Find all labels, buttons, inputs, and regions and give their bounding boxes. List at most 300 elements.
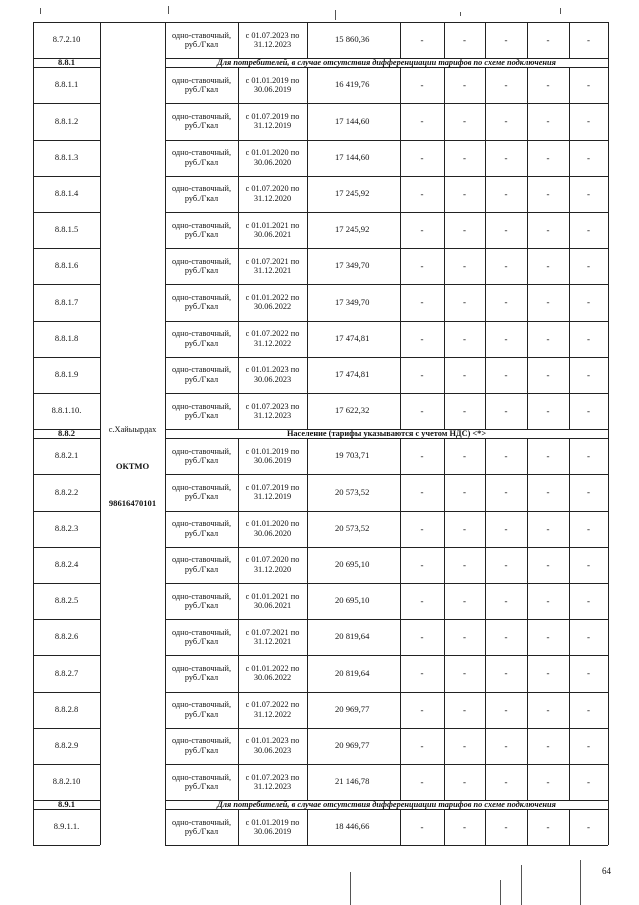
column-border xyxy=(307,655,308,691)
column-border xyxy=(569,103,570,139)
row-number: 8.7.2.10 xyxy=(52,34,81,45)
column-border xyxy=(608,22,609,58)
period-cell: с 01.07.2019 по 31.12.2019 xyxy=(245,482,300,502)
column-border xyxy=(307,103,308,139)
column-border xyxy=(527,22,528,58)
column-border xyxy=(569,764,570,800)
column-border xyxy=(307,212,308,248)
empty-value-dash: - xyxy=(504,405,508,416)
column-border xyxy=(608,176,609,212)
column-border xyxy=(307,140,308,176)
tariff-value: 16 419,76 xyxy=(335,79,370,90)
column-border xyxy=(608,728,609,764)
empty-value-dash: - xyxy=(587,333,590,344)
empty-value-dash: - xyxy=(463,188,466,199)
column-border xyxy=(33,764,34,800)
column-border xyxy=(238,393,239,429)
empty-value-dash: - xyxy=(546,405,550,416)
column-border xyxy=(485,511,486,547)
column-border xyxy=(400,474,401,510)
empty-value-dash: - xyxy=(463,152,466,163)
period-cell: с 01.01.2020 по 30.06.2020 xyxy=(245,148,300,167)
column-border xyxy=(33,67,34,103)
column-border xyxy=(485,764,486,800)
empty-value-dash: - xyxy=(546,80,550,91)
column-border xyxy=(444,511,445,547)
column-border xyxy=(238,321,239,357)
column-border xyxy=(400,728,401,764)
column-border xyxy=(444,809,445,845)
column-border xyxy=(238,357,239,393)
column-border xyxy=(444,67,445,103)
column-border xyxy=(485,583,486,619)
row-number: 8.8.2.1 xyxy=(54,450,79,461)
column-border xyxy=(444,728,445,764)
empty-value-dash: - xyxy=(420,80,424,91)
column-border xyxy=(165,58,166,67)
page-number: 64 xyxy=(602,866,611,876)
oktmo-code: 98616470101 xyxy=(108,498,157,509)
column-border xyxy=(485,393,486,429)
scan-mark xyxy=(350,872,351,905)
section-header: Для потребителей, в случае отсутствия дифференциации тарифов по схеме подключения xyxy=(217,57,556,67)
tariff-value: 20 573,52 xyxy=(335,486,370,497)
row-number: 8.8.2.3 xyxy=(54,522,79,533)
column-border xyxy=(307,321,308,357)
empty-value-dash: - xyxy=(420,333,424,344)
column-border xyxy=(307,248,308,284)
period-cell: с 01.01.2022 по 30.06.2022 xyxy=(245,292,300,312)
empty-value-dash: - xyxy=(420,405,424,416)
empty-value-dash: - xyxy=(420,776,424,787)
column-border xyxy=(100,655,101,691)
column-border xyxy=(307,176,308,212)
column-border xyxy=(485,474,486,510)
empty-value-dash: - xyxy=(546,740,550,751)
period-cell: с 01.07.2023 по 31.12.2023 xyxy=(245,30,300,50)
column-border xyxy=(33,474,34,510)
column-border xyxy=(608,474,609,510)
unit-cell: одно-ставочный, руб./Гкал xyxy=(171,256,232,276)
empty-value-dash: - xyxy=(546,668,550,679)
section-header: Население (тарифы указываются с учетом НДС) <*> xyxy=(286,428,487,438)
period-cell: с 01.01.2019 по 30.06.2019 xyxy=(245,75,300,95)
empty-value-dash: - xyxy=(420,261,424,272)
column-border xyxy=(400,67,401,103)
column-border xyxy=(527,474,528,510)
column-border xyxy=(569,212,570,248)
column-border xyxy=(165,284,166,320)
unit-cell: одно-ставочный, руб./Гкал xyxy=(171,700,232,719)
empty-value-dash: - xyxy=(463,822,466,833)
column-border xyxy=(238,248,239,284)
column-border xyxy=(165,511,166,547)
column-border xyxy=(307,67,308,103)
empty-value-dash: - xyxy=(587,559,590,570)
empty-value-dash: - xyxy=(504,523,508,534)
column-border xyxy=(238,474,239,510)
column-border xyxy=(165,22,166,58)
empty-value-dash: - xyxy=(463,487,466,498)
column-border xyxy=(485,547,486,583)
unit-cell: одно-ставочный, руб./Гкал xyxy=(171,555,232,574)
column-border xyxy=(238,583,239,619)
column-border xyxy=(400,212,401,248)
empty-value-dash: - xyxy=(504,369,508,380)
empty-value-dash: - xyxy=(587,668,590,679)
empty-value-dash: - xyxy=(587,405,590,416)
empty-value-dash: - xyxy=(546,822,550,833)
period-cell: с 01.01.2021 по 30.06.2021 xyxy=(245,591,300,611)
tariff-value: 17 474,81 xyxy=(335,368,370,379)
scan-mark xyxy=(40,8,41,14)
empty-value-dash: - xyxy=(463,333,466,344)
empty-value-dash: - xyxy=(504,595,508,606)
empty-value-dash: - xyxy=(504,632,508,643)
column-border xyxy=(444,321,445,357)
empty-value-dash: - xyxy=(420,297,424,308)
row-number: 8.8.1 xyxy=(58,56,75,67)
column-border xyxy=(485,357,486,393)
column-border xyxy=(527,809,528,845)
settlement-name: с.Хайыырдах xyxy=(108,425,157,435)
row-number: 8.8.2.7 xyxy=(54,667,79,678)
column-border xyxy=(608,511,609,547)
column-border xyxy=(527,357,528,393)
empty-value-dash: - xyxy=(463,559,466,570)
column-border xyxy=(33,357,34,393)
column-border xyxy=(100,809,101,845)
empty-value-dash: - xyxy=(587,487,590,498)
tariff-value: 18 446,66 xyxy=(335,821,370,832)
unit-cell: одно-ставочный, руб./Гкал xyxy=(171,446,232,466)
column-border xyxy=(569,321,570,357)
empty-value-dash: - xyxy=(420,152,424,163)
column-border xyxy=(33,248,34,284)
tariff-value: 20 695,10 xyxy=(335,558,370,569)
unit-cell: одно-ставочный, руб./Гкал xyxy=(171,772,232,792)
empty-value-dash: - xyxy=(546,224,550,235)
column-border xyxy=(444,393,445,429)
row-number: 8.9.1.1. xyxy=(53,821,80,832)
empty-value-dash: - xyxy=(504,740,508,751)
tariff-value: 17 144,60 xyxy=(335,151,370,162)
row-number: 8.8.2.6 xyxy=(54,631,79,642)
unit-cell: одно-ставочный, руб./Гкал xyxy=(171,519,232,538)
column-border xyxy=(33,583,34,619)
column-border xyxy=(307,764,308,800)
column-border xyxy=(444,22,445,58)
empty-value-dash: - xyxy=(463,80,466,91)
column-border xyxy=(527,583,528,619)
column-border xyxy=(527,176,528,212)
empty-value-dash: - xyxy=(587,632,590,643)
column-border xyxy=(400,511,401,547)
column-border xyxy=(527,511,528,547)
column-border xyxy=(400,809,401,845)
column-border xyxy=(238,619,239,655)
row-number: 8.8.1.3 xyxy=(54,151,79,162)
column-border xyxy=(307,22,308,58)
column-border xyxy=(100,619,101,655)
column-border xyxy=(238,692,239,728)
column-border xyxy=(485,619,486,655)
column-border xyxy=(400,321,401,357)
scan-mark xyxy=(460,12,461,16)
empty-value-dash: - xyxy=(546,451,550,462)
column-border xyxy=(527,393,528,429)
column-border xyxy=(165,212,166,248)
column-border xyxy=(485,22,486,58)
empty-value-dash: - xyxy=(587,80,590,91)
column-border xyxy=(165,619,166,655)
row-number: 8.8.2.5 xyxy=(54,595,79,606)
scan-mark xyxy=(168,6,169,14)
period-cell: с 01.07.2023 по 31.12.2023 xyxy=(245,401,300,421)
column-border xyxy=(307,393,308,429)
empty-value-dash: - xyxy=(546,704,550,715)
column-border xyxy=(165,321,166,357)
row-number: 8.8.2.2 xyxy=(54,486,79,497)
column-border xyxy=(238,140,239,176)
column-border xyxy=(444,357,445,393)
column-border xyxy=(400,764,401,800)
tariff-value: 17 245,92 xyxy=(335,224,370,235)
empty-value-dash: - xyxy=(463,405,466,416)
column-border xyxy=(100,176,101,212)
empty-value-dash: - xyxy=(463,297,466,308)
column-border xyxy=(608,692,609,728)
column-border xyxy=(608,809,609,845)
empty-value-dash: - xyxy=(420,559,424,570)
column-border xyxy=(33,809,34,845)
empty-value-dash: - xyxy=(546,523,550,534)
column-border xyxy=(33,619,34,655)
column-border xyxy=(307,284,308,320)
tariff-value: 20 819,64 xyxy=(335,631,370,642)
column-border xyxy=(444,583,445,619)
column-border xyxy=(569,583,570,619)
empty-value-dash: - xyxy=(420,595,424,606)
column-border xyxy=(165,429,166,438)
column-border xyxy=(527,547,528,583)
column-border xyxy=(33,728,34,764)
column-border xyxy=(527,212,528,248)
column-border xyxy=(307,357,308,393)
row-number: 8.8.2 xyxy=(58,427,75,438)
period-cell: с 01.07.2022 по 31.12.2022 xyxy=(245,329,300,348)
column-border xyxy=(400,655,401,691)
column-border xyxy=(33,547,34,583)
empty-value-dash: - xyxy=(587,704,590,715)
column-border xyxy=(569,511,570,547)
column-border xyxy=(100,22,101,58)
scan-mark xyxy=(521,865,522,905)
empty-value-dash: - xyxy=(504,487,508,498)
period-cell: с 01.01.2023 по 30.06.2023 xyxy=(245,365,300,384)
empty-value-dash: - xyxy=(504,776,508,787)
column-border xyxy=(100,67,101,103)
column-border xyxy=(100,583,101,619)
column-border xyxy=(400,357,401,393)
column-border xyxy=(444,140,445,176)
column-border xyxy=(238,809,239,845)
column-border xyxy=(100,800,101,809)
column-border xyxy=(165,583,166,619)
unit-cell: одно-ставочный, руб./Гкал xyxy=(171,75,232,95)
column-border xyxy=(165,438,166,474)
column-border xyxy=(444,212,445,248)
column-border xyxy=(165,140,166,176)
column-border xyxy=(33,511,34,547)
column-border xyxy=(608,248,609,284)
unit-cell: одно-ставочный, руб./Гкал xyxy=(171,30,232,50)
column-border xyxy=(307,474,308,510)
empty-value-dash: - xyxy=(463,261,466,272)
column-border xyxy=(238,728,239,764)
column-border xyxy=(527,321,528,357)
empty-value-dash: - xyxy=(587,523,590,534)
empty-value-dash: - xyxy=(504,704,508,715)
empty-value-dash: - xyxy=(546,34,550,45)
column-border xyxy=(485,655,486,691)
column-border xyxy=(400,248,401,284)
empty-value-dash: - xyxy=(587,224,590,235)
unit-cell: одно-ставочный, руб./Гкал xyxy=(171,148,232,167)
column-border xyxy=(569,176,570,212)
column-border xyxy=(608,583,609,619)
empty-value-dash: - xyxy=(504,224,508,235)
column-border xyxy=(100,764,101,800)
column-border xyxy=(238,438,239,474)
tariff-value: 21 146,78 xyxy=(335,776,370,787)
empty-value-dash: - xyxy=(463,369,466,380)
row-number: 8.8.1.5 xyxy=(54,224,79,235)
column-border xyxy=(33,284,34,320)
column-border xyxy=(33,176,34,212)
row-number: 8.9.1 xyxy=(58,798,75,809)
column-border xyxy=(100,357,101,393)
column-border xyxy=(400,140,401,176)
empty-value-dash: - xyxy=(463,668,466,679)
period-cell: с 01.07.2020 по 31.12.2020 xyxy=(245,555,300,574)
empty-value-dash: - xyxy=(504,261,508,272)
column-border xyxy=(608,393,609,429)
tariff-value: 17 622,32 xyxy=(335,405,370,416)
empty-value-dash: - xyxy=(463,224,466,235)
unit-cell: одно-ставочный, руб./Гкал xyxy=(171,591,232,611)
column-border xyxy=(400,393,401,429)
column-border xyxy=(527,140,528,176)
empty-value-dash: - xyxy=(504,116,508,127)
unit-cell: одно-ставочный, руб./Гкал xyxy=(171,401,232,421)
column-border xyxy=(569,22,570,58)
column-border xyxy=(569,438,570,474)
row-number: 8.8.2.4 xyxy=(54,559,79,569)
period-cell: с 01.07.2021 по 31.12.2021 xyxy=(245,627,300,647)
empty-value-dash: - xyxy=(463,632,466,643)
column-border xyxy=(485,728,486,764)
column-border xyxy=(527,248,528,284)
column-border xyxy=(165,474,166,510)
column-border xyxy=(238,212,239,248)
column-border xyxy=(100,140,101,176)
column-border xyxy=(165,809,166,845)
column-border xyxy=(485,176,486,212)
column-border xyxy=(569,357,570,393)
tariff-value: 17 474,81 xyxy=(335,332,370,343)
column-border xyxy=(444,619,445,655)
column-border xyxy=(33,22,34,58)
tariff-value: 17 245,92 xyxy=(335,187,370,198)
row-number: 8.8.1.9 xyxy=(54,369,79,379)
column-border xyxy=(165,176,166,212)
column-border xyxy=(33,212,34,248)
column-border xyxy=(33,58,34,67)
tariff-value: 20 573,52 xyxy=(335,522,370,533)
oktmo-label: ОКТМО xyxy=(115,461,150,472)
empty-value-dash: - xyxy=(587,776,590,787)
period-cell: с 01.07.2021 по 31.12.2021 xyxy=(245,256,300,276)
tariff-value: 17 144,60 xyxy=(335,115,370,126)
period-cell: с 01.01.2019 по 30.06.2019 xyxy=(245,817,300,837)
column-border xyxy=(165,547,166,583)
period-cell: с 01.01.2023 по 30.06.2023 xyxy=(245,736,300,755)
tariff-value: 20 969,77 xyxy=(335,703,370,714)
column-border xyxy=(569,655,570,691)
empty-value-dash: - xyxy=(463,595,466,606)
period-cell: с 01.07.2019 по 31.12.2019 xyxy=(245,111,300,131)
column-border xyxy=(569,393,570,429)
period-cell: с 01.07.2020 по 31.12.2020 xyxy=(245,184,300,203)
column-border xyxy=(238,176,239,212)
section-header: Для потребителей, в случае отсутствия дифференциации тарифов по схеме подключения xyxy=(217,799,556,809)
tariff-value: 15 860,36 xyxy=(335,34,370,45)
empty-value-dash: - xyxy=(546,116,550,127)
scan-mark xyxy=(560,8,561,14)
tariff-value: 19 703,71 xyxy=(335,450,370,461)
column-border xyxy=(307,511,308,547)
column-border xyxy=(165,728,166,764)
empty-value-dash: - xyxy=(587,451,590,462)
row-number: 8.8.2.9 xyxy=(54,740,79,750)
column-border xyxy=(569,140,570,176)
column-border xyxy=(527,438,528,474)
column-border xyxy=(165,393,166,429)
row-number: 8.8.1.10. xyxy=(51,405,82,416)
column-border xyxy=(100,547,101,583)
column-border xyxy=(527,692,528,728)
unit-cell: одно-ставочный, руб./Гкал xyxy=(171,482,232,502)
column-border xyxy=(33,655,34,691)
column-border xyxy=(485,248,486,284)
column-border xyxy=(569,728,570,764)
column-border xyxy=(485,321,486,357)
column-border xyxy=(238,655,239,691)
empty-value-dash: - xyxy=(587,822,590,833)
column-border xyxy=(485,140,486,176)
empty-value-dash: - xyxy=(587,261,590,272)
column-border xyxy=(569,284,570,320)
column-border xyxy=(608,58,609,67)
period-cell: с 01.07.2022 по 31.12.2022 xyxy=(245,700,300,719)
column-border xyxy=(444,764,445,800)
column-border xyxy=(608,284,609,320)
unit-cell: одно-ставочный, руб./Гкал xyxy=(171,736,232,755)
empty-value-dash: - xyxy=(420,224,424,235)
empty-value-dash: - xyxy=(420,523,424,534)
row-number: 8.8.1.4 xyxy=(54,188,79,198)
